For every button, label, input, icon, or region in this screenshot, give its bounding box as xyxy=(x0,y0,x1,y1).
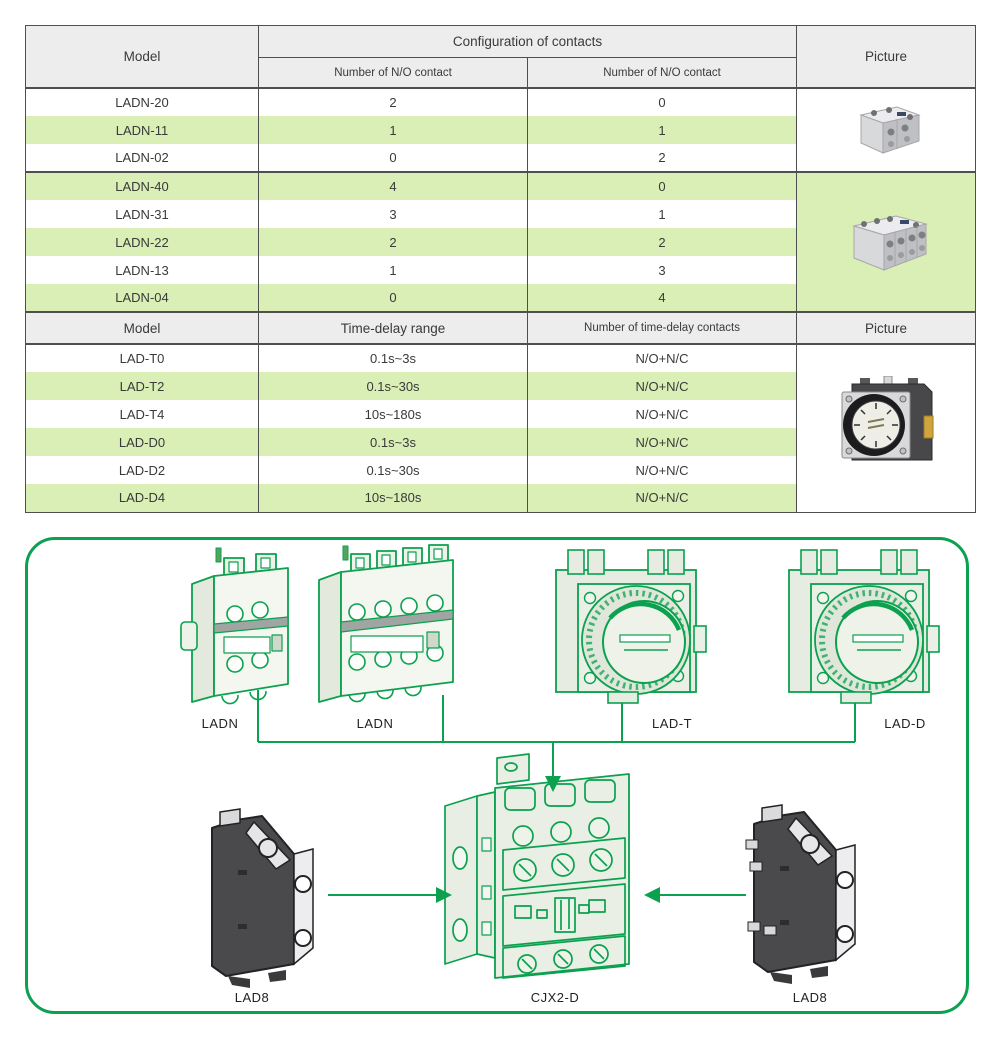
ladn-4pole-photo xyxy=(797,172,976,312)
model-cell: LADN-31 xyxy=(26,200,259,228)
nc-cell: 2 xyxy=(528,228,797,256)
ladn-2pole-photo-image xyxy=(841,99,931,161)
range-cell: 10s~180s xyxy=(259,400,528,428)
contacts-cell: N/O+N/C xyxy=(528,372,797,400)
model-cell: LADN-22 xyxy=(26,228,259,256)
no-cell: 1 xyxy=(259,256,528,284)
label-lad8-left: LAD8 xyxy=(234,990,270,1005)
model-cell: LAD-D4 xyxy=(26,484,259,512)
label-lad-t: LAD-T xyxy=(651,716,693,731)
no-contact-header: Number of N/O contact xyxy=(259,58,528,89)
header-row-main xyxy=(26,26,976,58)
model-cell: LADN-11 xyxy=(26,116,259,144)
table-row xyxy=(26,172,976,200)
label-lad8-right: LAD8 xyxy=(792,990,828,1005)
model-cell: LAD-T0 xyxy=(26,344,259,372)
no-cell: 1 xyxy=(259,116,528,144)
spec-table xyxy=(25,25,976,513)
no-cell: 2 xyxy=(259,88,528,116)
range-cell: 10s~180s xyxy=(259,484,528,512)
ladn-2pole-drawing xyxy=(181,548,288,704)
delay-contacts-header: Number of time-delay contacts xyxy=(528,312,797,344)
left-arrow-icon xyxy=(644,887,660,903)
contacts-cell: N/O+N/C xyxy=(528,484,797,512)
range-cell: 0.1s~30s xyxy=(259,456,528,484)
accessory-diagram xyxy=(25,537,969,1014)
lad8-right-drawing xyxy=(746,805,855,984)
contacts-cell: N/O+N/C xyxy=(528,344,797,372)
model-cell: LADN-13 xyxy=(26,256,259,284)
delay-model-header: Model xyxy=(26,312,259,344)
range-cell: 0.1s~30s xyxy=(259,372,528,400)
contacts-cell: N/O+N/C xyxy=(528,400,797,428)
model-cell: LAD-D2 xyxy=(26,456,259,484)
label-ladn-small: LADN xyxy=(201,716,239,731)
model-cell: LADN-02 xyxy=(26,144,259,172)
table-row xyxy=(26,344,976,372)
no-cell: 0 xyxy=(259,144,528,172)
lad-t-drawing xyxy=(556,550,706,703)
contacts-cell: N/O+N/C xyxy=(528,428,797,456)
model-header: Model xyxy=(26,26,259,89)
model-cell: LAD-T2 xyxy=(26,372,259,400)
contacts-cell: N/O+N/C xyxy=(528,456,797,484)
ladn-4pole-photo-image xyxy=(834,206,938,278)
ladn-4pole-drawing xyxy=(319,545,453,702)
model-cell: LADN-40 xyxy=(26,172,259,200)
range-cell: 0.1s~3s xyxy=(259,344,528,372)
table-row xyxy=(26,88,976,116)
nc-cell: 1 xyxy=(528,200,797,228)
nc-cell: 0 xyxy=(528,172,797,200)
accessory-diagram-svg xyxy=(28,540,966,1011)
no-cell: 0 xyxy=(259,284,528,312)
label-lad-d: LAD-D xyxy=(884,716,926,731)
lad8-left-drawing xyxy=(212,809,313,988)
nc-contact-header: Number of N/O contact xyxy=(528,58,797,89)
nc-cell: 3 xyxy=(528,256,797,284)
model-cell: LADN-20 xyxy=(26,88,259,116)
lad-timer-photo xyxy=(797,344,976,512)
config-header: Configuration of contacts xyxy=(259,26,797,58)
nc-cell: 0 xyxy=(528,88,797,116)
model-cell: LAD-T4 xyxy=(26,400,259,428)
picture-header: Picture xyxy=(797,26,976,89)
delay-picture-header: Picture xyxy=(797,312,976,344)
lad-timer-photo-image xyxy=(816,376,956,480)
ladn-2pole-photo xyxy=(797,88,976,172)
cjx2-d-drawing xyxy=(445,754,629,978)
nc-cell: 1 xyxy=(528,116,797,144)
delay-header-row xyxy=(26,312,976,344)
delay-range-header: Time-delay range xyxy=(259,312,528,344)
lad-d-drawing xyxy=(789,550,939,703)
model-cell: LADN-04 xyxy=(26,284,259,312)
label-ladn-large: LADN xyxy=(356,716,394,731)
label-cjx2-d: CJX2-D xyxy=(530,990,580,1005)
no-cell: 3 xyxy=(259,200,528,228)
no-cell: 2 xyxy=(259,228,528,256)
no-cell: 4 xyxy=(259,172,528,200)
model-cell: LAD-D0 xyxy=(26,428,259,456)
nc-cell: 4 xyxy=(528,284,797,312)
range-cell: 0.1s~3s xyxy=(259,428,528,456)
nc-cell: 2 xyxy=(528,144,797,172)
